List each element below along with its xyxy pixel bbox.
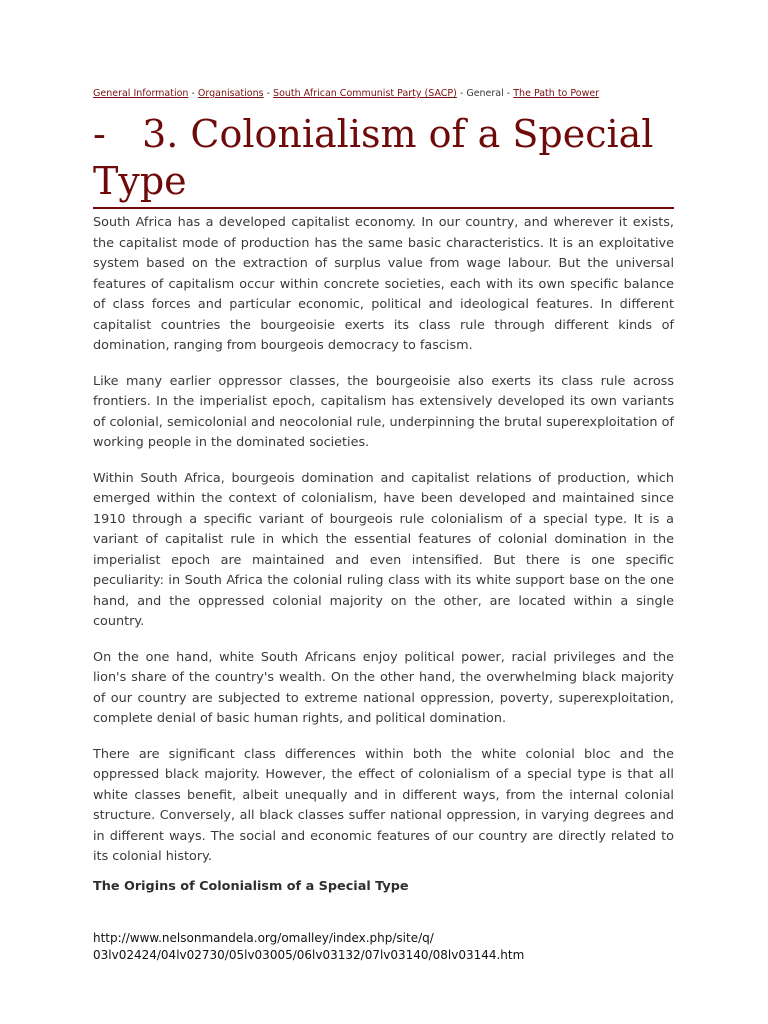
- breadcrumb-separator: -: [263, 88, 274, 99]
- breadcrumb: [93, 87, 674, 100]
- paragraph-3: Within South Africa, bourgeois domination and capitalist relations of production, which emerged within the context of colonialism, have been developed and maintained since 1910 through a specific variant of bourgeois rule colonialism of a special type. It is a variant of capitalist rule in which the essential features of colonial domination in the imperialist epoch are maintained and even intensified. But there is one specific peculiarity: in South Africa the colonial ruling class with its white support base on the one hand, and the oppressed colonial majority on the other, are located within a single country.: [93, 470, 674, 629]
- paragraph-2: Like many earlier oppressor classes, the bourgeoisie also exerts its class rule across frontiers. In the imperialist epoch, capitalism has extensively developed its own variants of colonial, semicolonial and neocolonial rule, underpinning the brutal superexploitation of working people in the dominated societies.: [93, 373, 674, 450]
- paragraph-4: On the one hand, white South Africans enjoy political power, racial privileges and the lion's share of the country's wealth. On the other hand, the overwhelming black majority of our country are subjected to extreme national oppression, poverty, superexploitation, complete denial of basic human rights, and political domination.: [93, 649, 674, 726]
- breadcrumb-sacp-link[interactable]: South African Communist Party (SACP): [273, 88, 457, 99]
- breadcrumb-general-information-link[interactable]: General Information: [93, 88, 189, 99]
- breadcrumb-path-to-power-link[interactable]: The Path to Power: [513, 88, 600, 99]
- paragraph-5: There are significant class differences within both the white colonial bloc and the oppressed black majority. However, the effect of colonialism of a special type is that all white classes benefit, albeit unequally and in different ways, from the internal colonial structure. Conversely, all black classes suffer national oppression, in varying degrees and in different ways. The social and economic features of our country are directly related to its colonial history.: [93, 746, 674, 864]
- source-url: [93, 930, 693, 964]
- article-body: [93, 213, 674, 883]
- breadcrumb-general-text: General: [466, 88, 504, 99]
- breadcrumb-separator: -: [188, 88, 198, 99]
- paragraph-1: South Africa has a developed capitalist economy. In our country, and wherever it exists, the capitalist mode of production has the same basic characteristics. It is an exploitative system based on the extraction of surplus value from wage labour. But the universal features of capitalism occur within concrete societies, each with its own specific balance of class forces and particular economic, political and ideological features. In different capitalist countries the bourgeoisie exerts its class rule through different kinds of domination, ranging from bourgeois democracy to fascism.: [93, 215, 674, 353]
- breadcrumb-separator: -: [503, 88, 514, 99]
- page-title: - 3. Colonialism of a Special Type: [93, 111, 674, 209]
- source-url-line-1: http://www.nelsonmandela.org/omalley/index.php/site/q/: [93, 931, 434, 945]
- breadcrumb-separator: -: [456, 88, 467, 99]
- source-url-line-2: 03lv02424/04lv02730/05lv03005/06lv03132/07lv03140/08lv03144.htm: [93, 948, 525, 962]
- breadcrumb-organisations-link[interactable]: Organisations: [197, 88, 264, 99]
- section-subheading: The Origins of Colonialism of a Special Type: [93, 879, 409, 894]
